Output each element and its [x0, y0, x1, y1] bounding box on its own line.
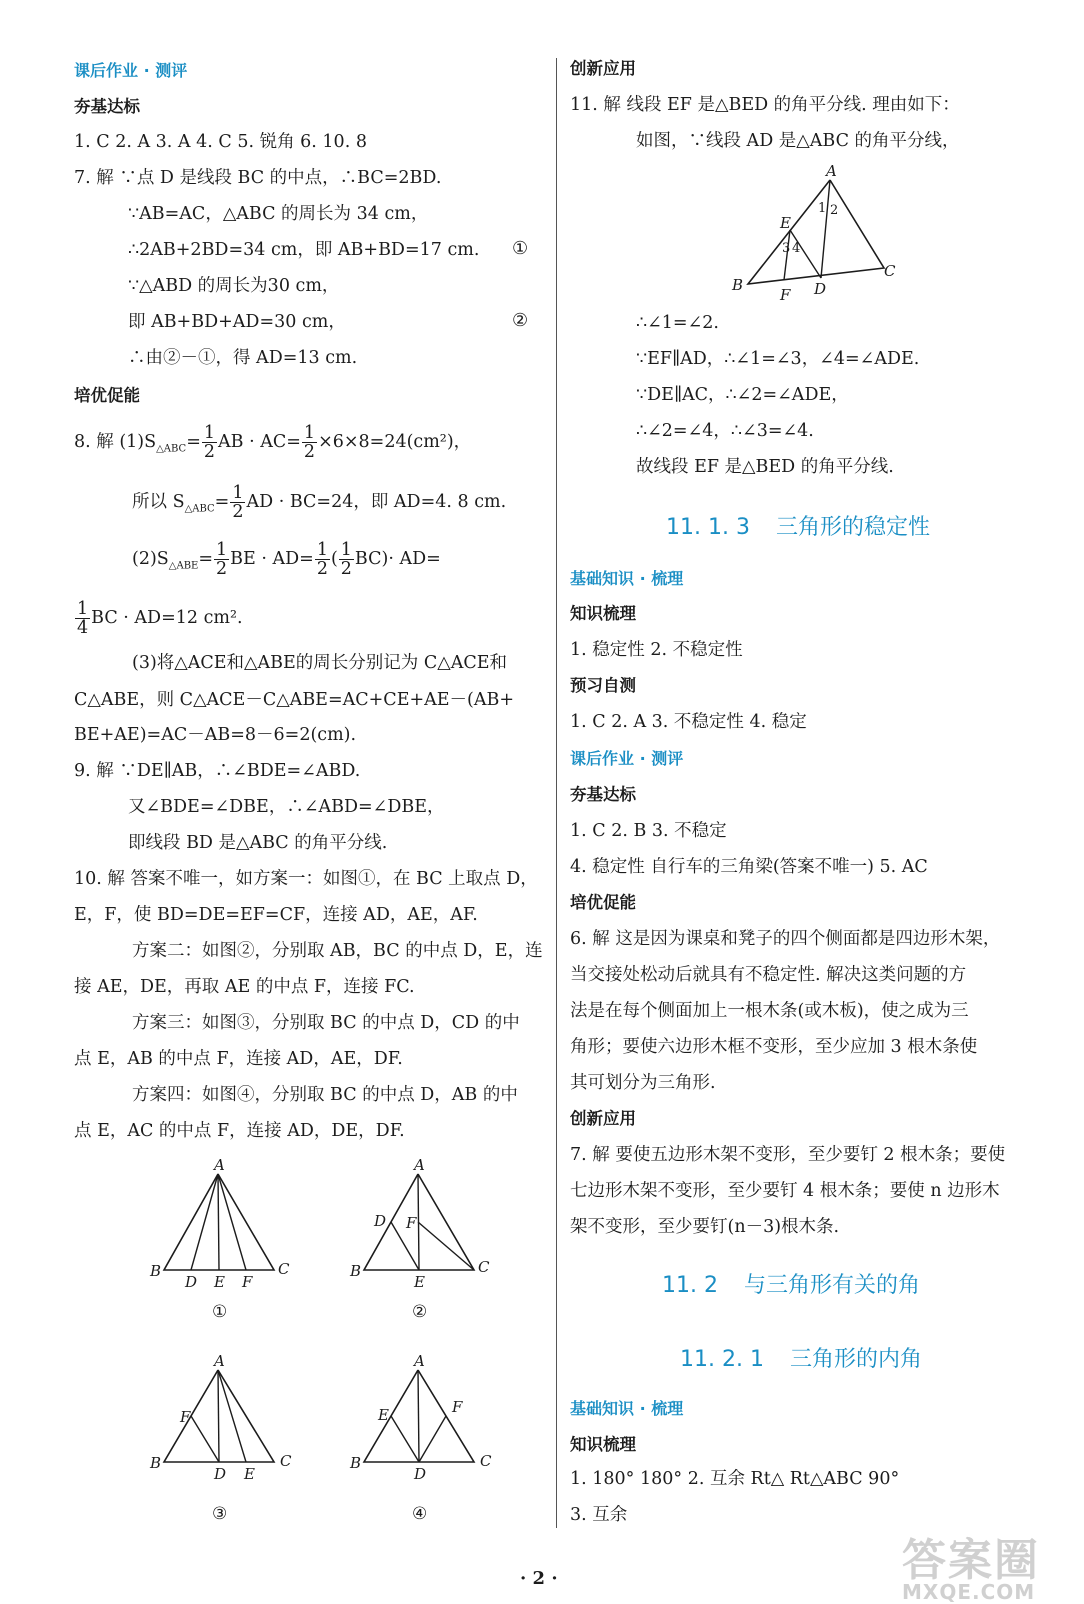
q6-line-3: 法是在每个侧面加上一根木条(或木板)，使之成为三 — [570, 1001, 969, 1021]
figure-3-label: ③ — [212, 1504, 228, 1524]
svg-text:3: 3 — [782, 241, 791, 256]
svg-text:F: F — [452, 1398, 463, 1416]
preview-answers: 1. C 2. A 3. 不稳定性 4. 稳定 — [570, 712, 807, 732]
svg-text:B: B — [350, 1262, 362, 1280]
q7-line-3: ∴2AB+2BD=34 cm，即 AB+BD=17 cm. — [128, 240, 480, 260]
svg-text:A: A — [826, 162, 837, 180]
q11-line-4: ∵EF∥AD，∴∠1=∠3，∠4=∠ADE. — [636, 349, 920, 369]
svg-text:C: C — [278, 1260, 290, 1278]
q11-line-5: ∵DE∥AC，∴∠2=∠ADE， — [636, 385, 849, 405]
q11-line-1: 11. 解 线段 EF 是△BED 的角平分线. 理由如下： — [570, 95, 960, 115]
svg-text:D: D — [185, 1273, 198, 1291]
subheading-knowledge-2: 知识梳理 — [570, 1435, 636, 1454]
q11-line-6: ∴∠2=∠4，∴∠3=∠4. — [636, 421, 814, 441]
homework-answers-1: 1. C 2. B 3. 不稳定 — [570, 821, 727, 841]
svg-text:B: B — [350, 1454, 362, 1472]
svg-text:E: E — [780, 214, 791, 232]
svg-text:C: C — [480, 1452, 492, 1470]
q7-line-2: ∵AB=AC，△ABC 的周长为 34 cm， — [128, 204, 429, 224]
section-label-basic: 基础知识 · 梳理 — [570, 569, 684, 588]
svg-text:F: F — [406, 1214, 417, 1232]
figure-4-label: ④ — [412, 1504, 428, 1524]
svg-text:E: E — [378, 1406, 389, 1424]
knowledge-answers-3: 3. 互余 — [570, 1505, 628, 1525]
q9-line-1: 9. 解 ∵DE∥AB，∴∠BDE=∠ABD. — [74, 761, 361, 781]
q7-line-6: ∴由②－①，得 AD=13 cm. — [128, 348, 358, 368]
q7-line-4: ∵△ABD 的周长为30 cm， — [128, 276, 340, 296]
q6-line-1: 6. 解 这是因为课桌和凳子的四个侧面都是四边形木架， — [570, 929, 1001, 949]
figure-1-label: ① — [212, 1302, 228, 1322]
figure-2-label: ② — [412, 1302, 428, 1322]
q10-line-4: 接 AE，DE，再取 AE 的中点 F，连接 FC. — [74, 977, 415, 997]
section-title-11-2: 11. 2 与三角形有关的角 — [662, 1273, 920, 1298]
section-label-homework: 课后作业 · 测评 — [74, 61, 188, 80]
watermark — [902, 1524, 1040, 1604]
figure-2 — [346, 1152, 506, 1292]
svg-text:1: 1 — [818, 201, 827, 216]
subheading-knowledge: 知识梳理 — [570, 604, 636, 623]
page-number: · 2 · — [520, 1568, 558, 1589]
svg-text:A: A — [414, 1352, 425, 1370]
subheading-creative-2: 创新应用 — [570, 1109, 636, 1128]
watermark-main: 答案圈 — [902, 1535, 1040, 1586]
q10-line-3: 方案二：如图②，分别取 AB，BC 的中点 D，E，连 — [132, 941, 543, 961]
q8-line-1: 8. 解 $(1)S_{\triangle ABC}=$ $\frac{1}{2}$ AB · AC= $\frac{1}{2}$ ×6×8=24(cm²)， — [74, 423, 472, 462]
svg-text:E: E — [244, 1465, 255, 1483]
q11-line-7: 故线段 EF 是△BED 的角平分线. — [636, 457, 894, 477]
q10-line-5: 方案三：如图③，分别取 BC 的中点 D，CD 的中 — [132, 1013, 520, 1033]
q7r-line-1: 7. 解 要使五边形木架不变形，至少要钉 2 根木条；要使 — [570, 1145, 1006, 1165]
svg-text:F: F — [242, 1273, 253, 1291]
svg-text:A: A — [214, 1352, 225, 1370]
section-title-11-2-1: 11. 2. 1 三角形的内角 — [680, 1347, 922, 1372]
q10-line-6: 点 E，AB 的中点 F，连接 AD，AE，DF. — [74, 1049, 403, 1069]
figure-1 — [146, 1152, 306, 1292]
q8-line-4: $\frac{1}{4}$ BC · AD=12 cm². — [77, 599, 243, 638]
q8-line-6: C△ABE，则 C△ACE－C△ABE=AC+CE+AE－(AB+ — [74, 690, 515, 710]
watermark-sub: MXQE.COM — [902, 1580, 1036, 1604]
q10-line-1: 10. 解 答案不唯一，如方案一：如图①，在 BC 上取点 D， — [74, 869, 538, 889]
subheading-basic: 夯基达标 — [74, 97, 140, 116]
svg-text:B: B — [150, 1454, 162, 1472]
q6-line-2: 当交接处松动后就具有不稳定性. 解决这类问题的方 — [570, 965, 967, 985]
q7-line-1: 7. 解 ∵点 D 是线段 BC 的中点，∴BC=2BD. — [74, 168, 442, 188]
svg-text:D: D — [414, 1465, 427, 1483]
q11-line-3: ∴∠1=∠2. — [636, 313, 719, 333]
q10-line-7: 方案四：如图④，分别取 BC 的中点 D，AB 的中 — [132, 1085, 518, 1105]
q7r-line-3: 架不变形，至少要钉(n－3)根木条. — [570, 1217, 840, 1237]
q9-line-2: 又∠BDE=∠DBE，∴∠ABD=∠DBE， — [128, 797, 445, 817]
svg-text:A: A — [414, 1156, 425, 1174]
svg-text:C: C — [884, 262, 896, 280]
column-divider — [556, 58, 557, 1528]
figure-3 — [146, 1348, 306, 1488]
subheading-creative: 创新应用 — [570, 59, 636, 78]
svg-text:C: C — [280, 1452, 292, 1470]
svg-text:F: F — [180, 1408, 191, 1426]
svg-text:F: F — [780, 286, 791, 304]
subheading-improve-2: 培优促能 — [570, 893, 636, 912]
answers-1-6: 1. C 2. A 3. A 4. C 5. 锐角 6. 10. 8 — [74, 132, 367, 152]
subheading-preview: 预习自测 — [570, 676, 636, 695]
svg-text:D: D — [814, 280, 827, 298]
subheading-base: 夯基达标 — [570, 785, 636, 804]
svg-text:2: 2 — [830, 203, 839, 218]
svg-text:E: E — [414, 1273, 425, 1291]
q10-line-8: 点 E，AC 的中点 F，连接 AD，DE，DF. — [74, 1121, 405, 1141]
q11-figure — [724, 160, 904, 305]
svg-text:B: B — [150, 1262, 162, 1280]
svg-text:4: 4 — [792, 241, 801, 256]
svg-text:E: E — [214, 1273, 225, 1291]
q11-line-2: 如图，∵线段 AD 是△ABC 的角平分线， — [636, 131, 960, 151]
q10-line-2: E，F，使 BD=DE=EF=CF，连接 AD，AE，AF. — [74, 905, 478, 925]
q8-line-2: 所以 $S_{\triangle ABC}=$ $\frac{1}{2}$ AD · BC=24，即 AD=4. 8 cm. — [132, 483, 507, 522]
q7-mark-1: ① — [512, 238, 529, 259]
svg-text:C: C — [478, 1258, 490, 1276]
knowledge-answers-2: 1. 180° 180° 2. 互余 Rt△ Rt△ABC 90° — [570, 1469, 900, 1489]
q6-line-5: 其可划分为三角形. — [570, 1073, 716, 1093]
q6-line-4: 角形；要使六边形木框不变形，至少应加 3 根木条使 — [570, 1037, 978, 1057]
section-label-basic-2: 基础知识 · 梳理 — [570, 1399, 684, 1418]
svg-text:D: D — [214, 1465, 227, 1483]
svg-text:B: B — [732, 276, 744, 294]
q8-line-5: (3)将△ACE和△ABE的周长分别记为 C△ACE和 — [132, 653, 507, 673]
section-label-homework-2: 课后作业 · 测评 — [570, 749, 684, 768]
knowledge-answers: 1. 稳定性 2. 不稳定性 — [570, 640, 743, 660]
subheading-improve: 培优促能 — [74, 386, 140, 405]
figure-4 — [346, 1348, 506, 1488]
q7-mark-2: ② — [512, 310, 529, 331]
q8-line-7: BE+AE)=AC－AB=8－6=2(cm). — [74, 725, 357, 745]
section-title-11-1-3: 11. 1. 3 三角形的稳定性 — [666, 515, 930, 540]
q7-line-5: 即 AB+BD+AD=30 cm， — [128, 312, 346, 332]
homework-answers-2: 4. 稳定性 自行车的三角梁(答案不唯一) 5. AC — [570, 857, 928, 877]
svg-text:D: D — [374, 1212, 387, 1230]
q8-line-3: $(2)S_{\triangle ABE}=$ $\frac{1}{2}$ BE · AD= $\frac{1}{2}$ ( $\frac{1}{2}$ BC)· AD= — [132, 540, 441, 579]
q9-line-3: 即线段 BD 是△ABC 的角平分线. — [128, 833, 388, 853]
q7r-line-2: 七边形木架不变形，至少要钉 4 根木条；要使 n 边形木 — [570, 1181, 1000, 1201]
svg-text:A: A — [214, 1156, 225, 1174]
